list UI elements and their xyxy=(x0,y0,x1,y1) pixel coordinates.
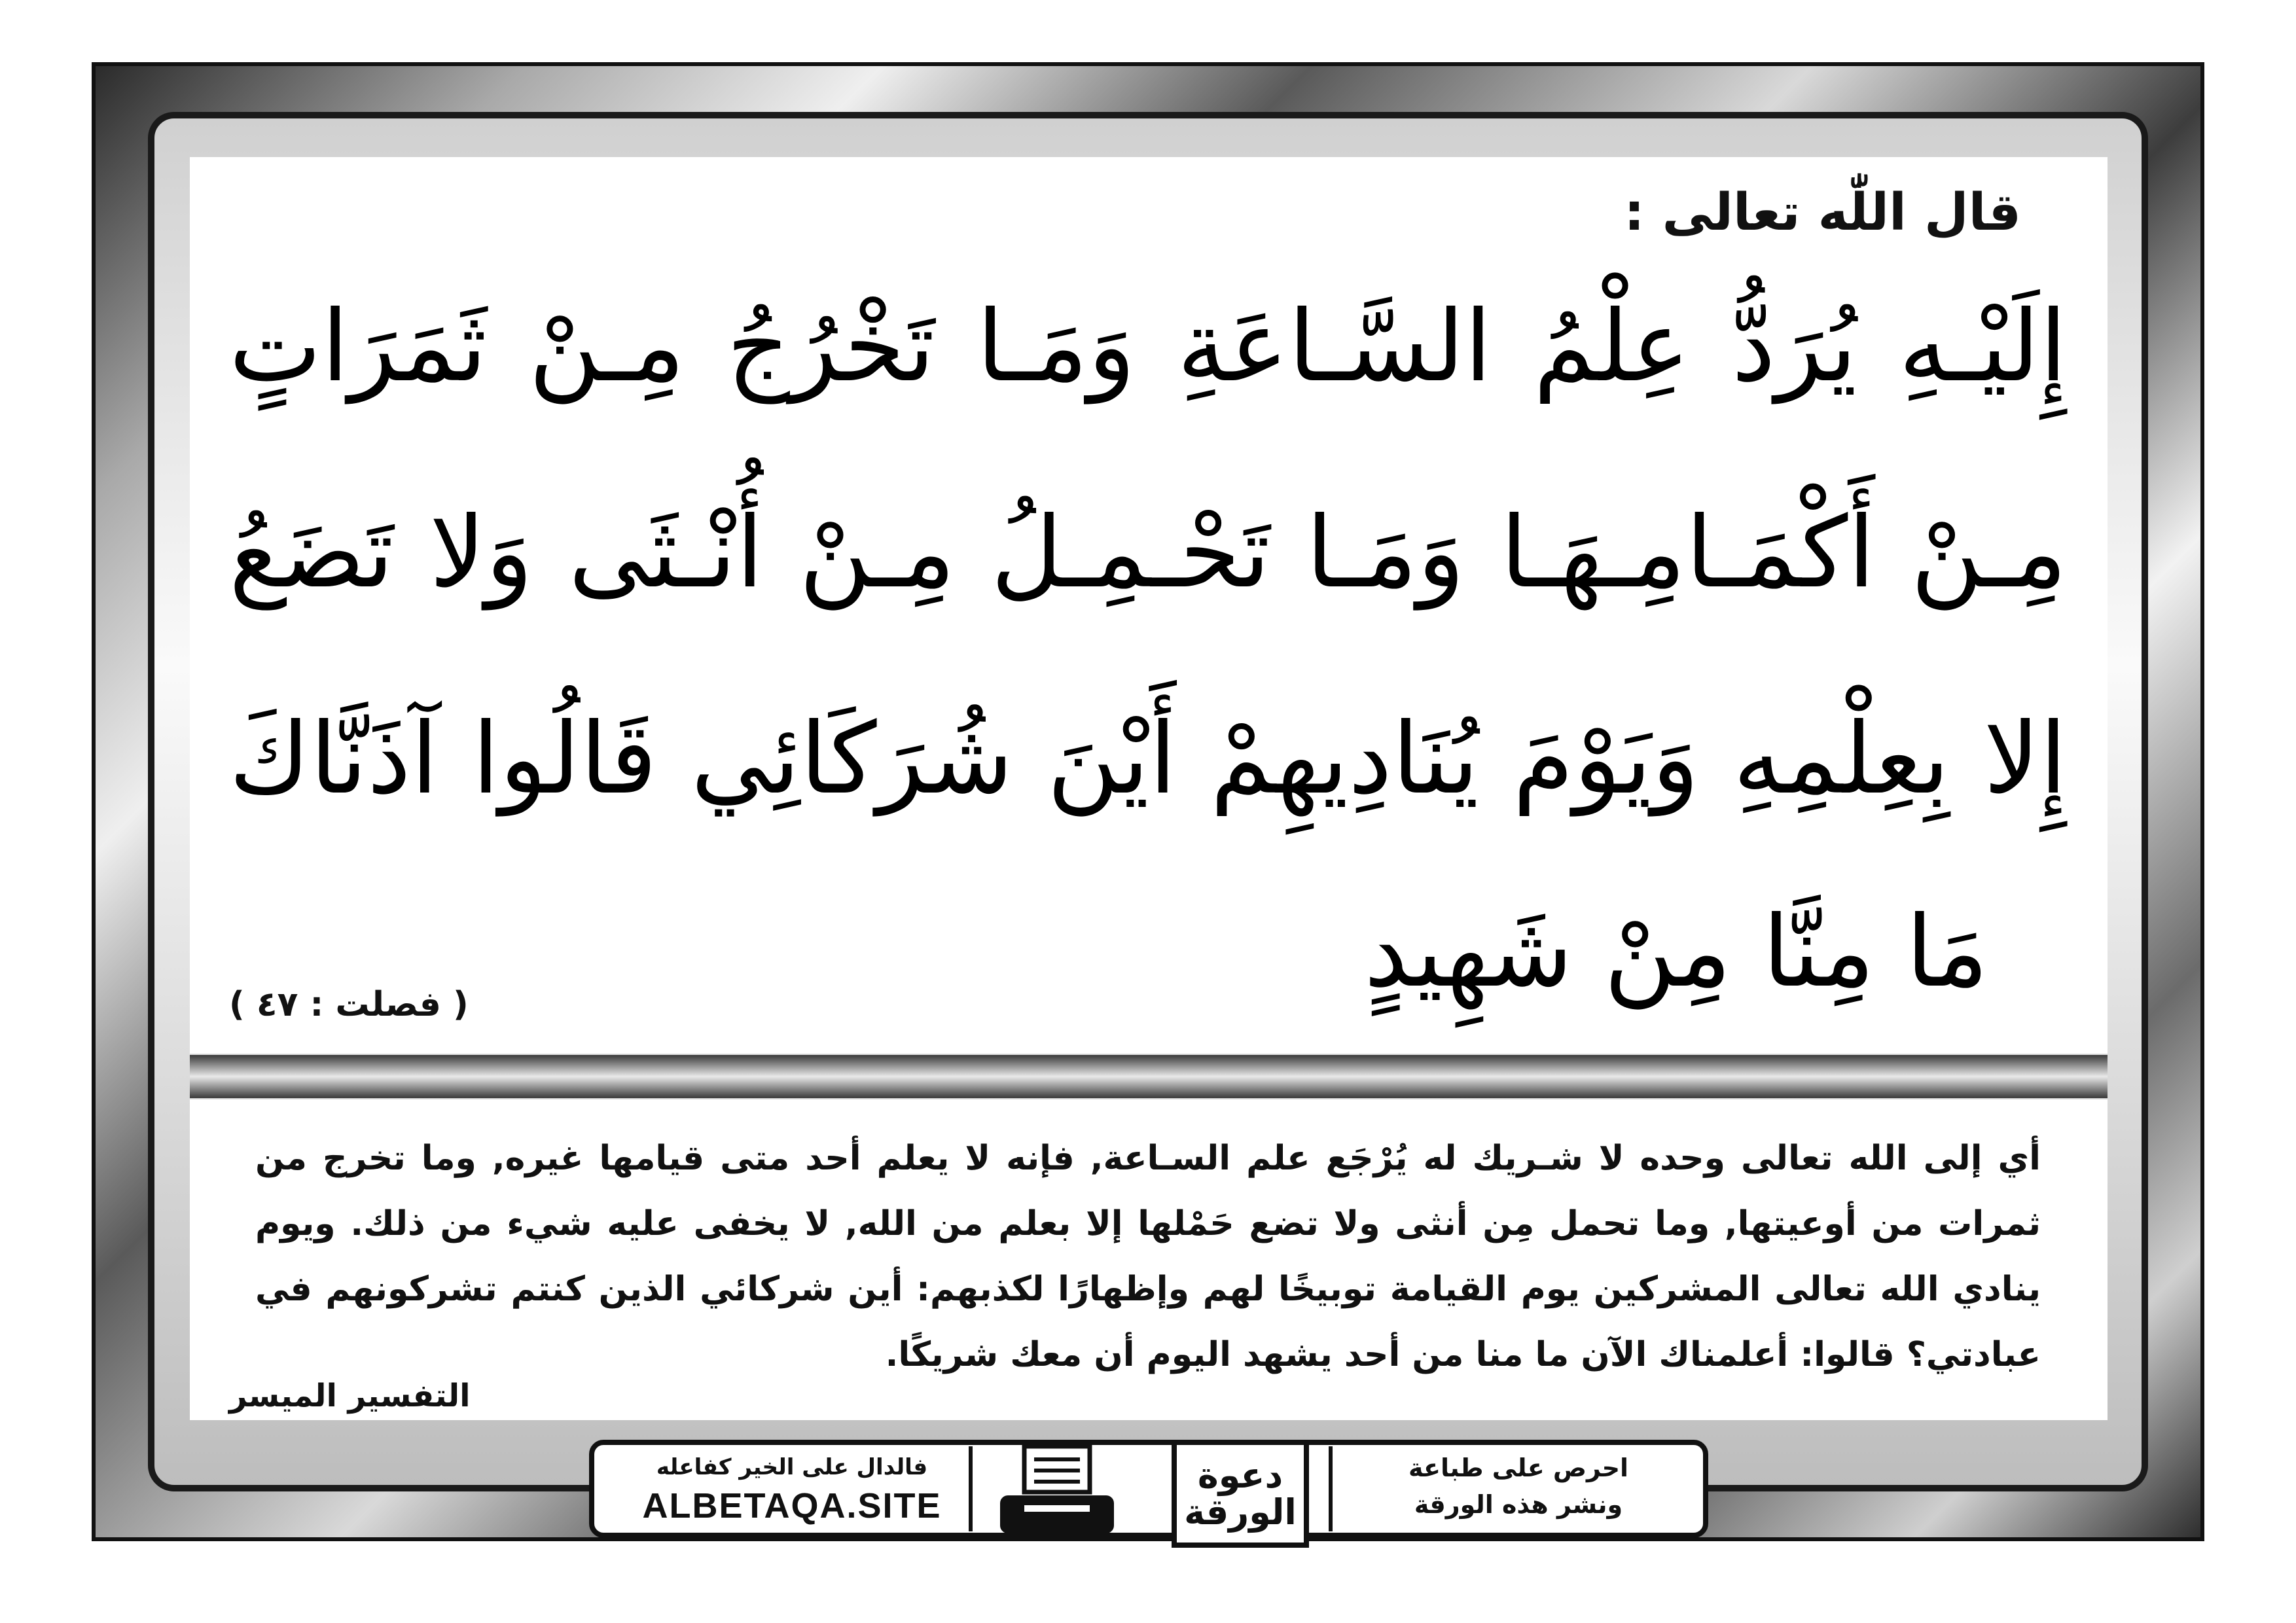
footer-right-block xyxy=(1348,1450,1689,1535)
footer-right-line-2: ونشر هذه الورقة xyxy=(1414,1490,1623,1519)
tafsir-text: أي إلى الله تعالى وحده لا شـريك له يُرْجَع علم السـاعة, فإنه لا يعلم أحد متى قيامها غيره, وما تخرج من ثمرات من أوعيتها, وما تحمل مِن أنثى ولا تضع حَمْلها إلا بعلم من الله, لا يخفى عليه شيء من ذلك. ويوم ينادي الله تعالى المشركين يوم القيامة توبيخًا لهم وإظهارًا لكذبهم: أين شركائي الذين كنتم تشركونهم في عبادتي؟ قالوا: أعلمناك الآن ما منا من أحد يشهد اليوم أن معك شريكًا. xyxy=(255,1139,2041,1374)
footer-left-block xyxy=(628,1446,956,1531)
footer-separator xyxy=(1329,1446,1333,1531)
page-heading: قال اللّٰه تعالى : xyxy=(1624,183,2021,242)
footer-site-link[interactable]: ALBETAQA.SITE xyxy=(642,1486,942,1525)
tafsir-source: التفسير الميسر xyxy=(229,1378,471,1414)
footer-slogan: فالدال على الخير كفاعله xyxy=(656,1454,928,1480)
footer-right-line-1: احرص على طباعة xyxy=(1408,1454,1629,1482)
verse-line-4: مَا مِنَّا مِنْ شَهِيدٍ xyxy=(1364,895,1988,1009)
logo-emblem: دعوة الورقة xyxy=(1172,1440,1309,1548)
verse-line-3: إِلا بِعِلْمِهِ وَيَوْمَ يُنَادِيهِمْ أَيْنَ شُرَكَائِي قَالُوا آذَنَّاكَ xyxy=(229,702,2067,816)
printer-icon xyxy=(995,1443,1119,1538)
verse-line-1: إِلَيْـهِ يُرَدُّ عِلْمُ السَّـاعَةِ وَمَـا تَخْرُجُ مِـنْ ثَمَرَاتٍ xyxy=(229,290,2067,404)
footer-separator xyxy=(969,1446,973,1531)
verse-line-2: مِـنْ أَكْمَـامِـهَـا وَمَـا تَحْـمِـلُ مِـنْ أُنْـثَى وَلا تَضَعُ xyxy=(229,496,2067,610)
panel-divider xyxy=(190,1055,2108,1098)
verse-reference: ( فصلت : ٤٧ ) xyxy=(229,985,469,1024)
